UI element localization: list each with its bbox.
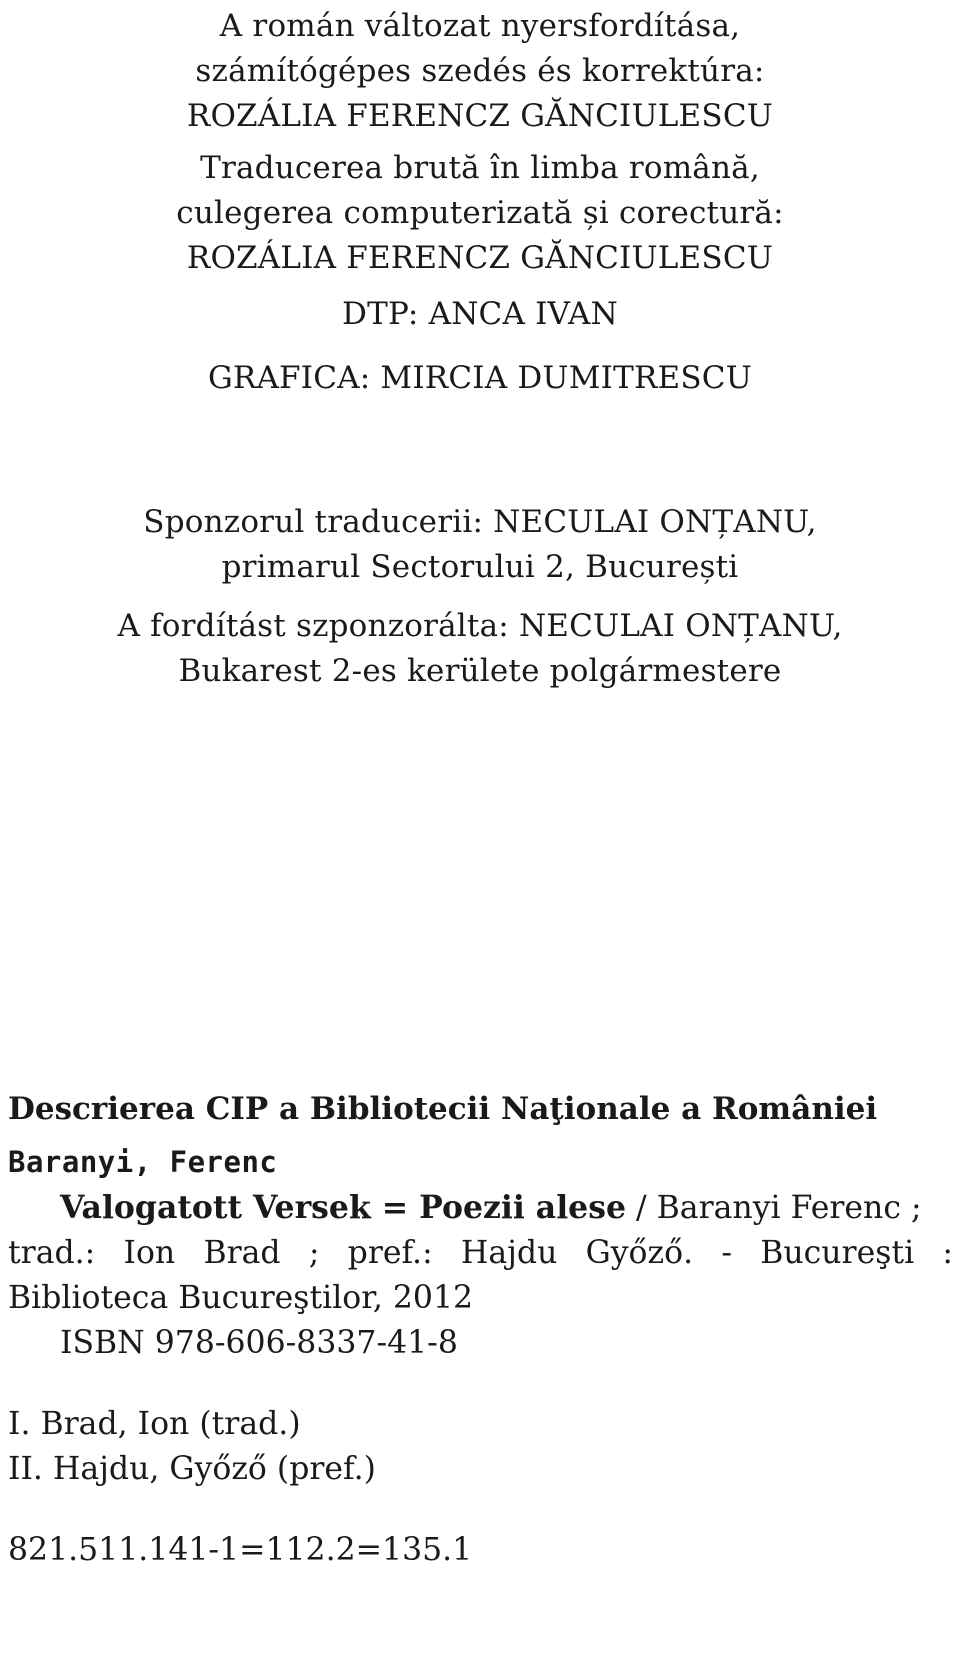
cip-entry: I. Brad, Ion (trad.) bbox=[8, 1406, 301, 1442]
sponsor-hu-credit bbox=[0, 604, 960, 694]
hu-translation-line: számítógépes szedés és korrektúra: bbox=[195, 53, 765, 89]
dtp-line: DTP: ANCA IVAN bbox=[342, 296, 618, 332]
cip-trad-word: Bucureşti bbox=[760, 1235, 915, 1271]
cip-description bbox=[8, 1087, 953, 1573]
sponsor-hu-line: Bukarest 2-es kerülete polgármestere bbox=[178, 653, 782, 689]
hu-translation-line: ROZÁLIA FERENCZ GĂNCIULESCU bbox=[186, 98, 774, 134]
cip-classification: 821.511.141-1=112.2=135.1 bbox=[8, 1532, 473, 1568]
sponsor-ro-line: primarul Sectorului 2, București bbox=[221, 549, 739, 585]
cip-trad-word: - bbox=[721, 1235, 732, 1271]
cip-translator-line bbox=[8, 1231, 953, 1276]
graphics-line: GRAFICA: MIRCIA DUMITRESCU bbox=[207, 360, 753, 396]
cip-trad-word: Győző. bbox=[585, 1235, 694, 1271]
cip-author: Baranyi, Ferenc bbox=[8, 1145, 278, 1179]
cip-trad-word: Ion bbox=[123, 1235, 176, 1271]
cip-title bbox=[8, 1185, 953, 1231]
cip-trad-word: ; bbox=[308, 1235, 320, 1271]
cip-heading: Descrierea CIP a Bibliotecii Naţionale a României bbox=[8, 1091, 878, 1127]
hu-translation-credit bbox=[0, 4, 960, 139]
hu-translation-line: A román változat nyersfordítása, bbox=[219, 8, 741, 44]
cip-trad-word: Brad bbox=[203, 1235, 281, 1271]
cip-title-bold: Valogatott Versek = Poezii alese bbox=[60, 1189, 626, 1226]
cip-isbn: ISBN 978-606-8337-41-8 bbox=[60, 1325, 458, 1361]
ro-translation-line: ROZÁLIA FERENCZ GĂNCIULESCU bbox=[186, 240, 774, 276]
sponsor-ro-credit bbox=[0, 500, 960, 590]
cip-title-rest: / Baranyi Ferenc ; bbox=[626, 1190, 922, 1226]
cip-trad-word: : bbox=[942, 1235, 953, 1271]
cip-entry: II. Hajdu, Győző (pref.) bbox=[8, 1451, 376, 1487]
ro-translation-credit bbox=[0, 146, 960, 281]
dtp-credit bbox=[0, 292, 960, 337]
sponsor-ro-line: Sponzorul traducerii: NECULAI ONȚANU, bbox=[143, 504, 817, 540]
graphics-credit bbox=[0, 356, 960, 401]
cip-trad-word: Hajdu bbox=[460, 1235, 558, 1271]
cip-publisher: Biblioteca Bucureştilor, 2012 bbox=[8, 1280, 474, 1316]
ro-translation-line: culegerea computerizată și corectură: bbox=[176, 195, 784, 231]
ro-translation-line: Traducerea brută în limba română, bbox=[200, 150, 760, 186]
cip-trad-word: trad.: bbox=[8, 1235, 96, 1271]
sponsor-hu-line: A fordítást szponzorálta: NECULAI ONȚANU, bbox=[117, 608, 843, 644]
cip-trad-word: pref.: bbox=[347, 1235, 433, 1271]
